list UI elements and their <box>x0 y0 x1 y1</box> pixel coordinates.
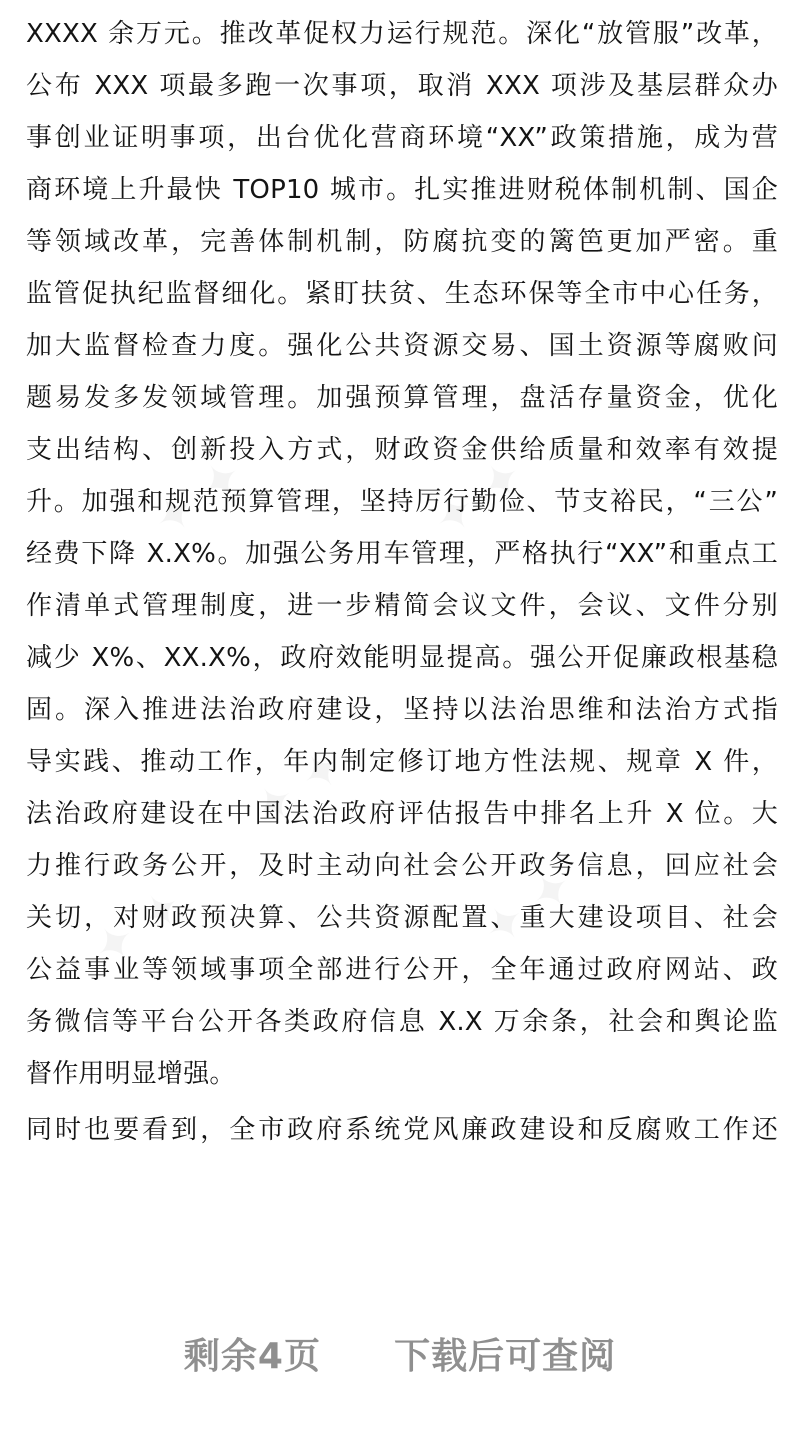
text-line: 导实践、推动工作，年内制定修订地方性法规、规章 X 件， <box>26 747 778 777</box>
text-line: 减少 X%、XX.X%，政府效能明显提高。强公开促廉政根基稳 <box>26 643 778 673</box>
text-line: 作清单式管理制度，进一步精简会议文件，会议、文件分别 <box>26 591 778 621</box>
text-line: 经费下降 X.X%。加强公务用车管理，严格执行“XX”和重点工 <box>26 539 778 569</box>
text-line: 关切，对财政预决算、公共资源配置、重大建设项目、社会 <box>26 903 778 933</box>
text-line: 公益事业等领域事项全部进行公开，全年通过政府网站、政 <box>26 955 778 985</box>
text-line: 公布 XXX 项最多跑一次事项，取消 XXX 项涉及基层群众办 <box>26 71 778 101</box>
watermark: ✦ ✦ <box>472 857 585 959</box>
text-line: 监管促执纪监督细化。紧盯扶贫、生态环保等全市中心任务， <box>26 279 778 309</box>
text-line: 支出结构、创新投入方式，财政资金供给质量和效率有效提 <box>26 435 778 465</box>
text-line: XXXX 余万元。推改革促权力运行规范。深化“放管服”改革， <box>26 19 778 49</box>
watermark: ✦ ✦ <box>422 447 535 549</box>
paragraph-start-line: 同时也要看到，全市政府系统党风廉政建设和反腐败工作还 <box>26 1115 778 1145</box>
text-line: 等领域改革，完善体制机制，防腐抗变的篱笆更加严密。重 <box>26 227 778 257</box>
text-line: 力推行政务公开，及时主动向社会公开政务信息，回应社会 <box>26 851 778 881</box>
download-hint-label: 下载后可查阅 <box>394 1336 617 1377</box>
text-line: 事创业证明事项，出台优化营商环境“XX”政策措施，成为营 <box>26 123 778 153</box>
text-line: 固。深入推进法治政府建设，坚持以法治思维和法治方式指 <box>26 695 778 725</box>
text-line: 题易发多发领域管理。加强预算管理，盘活存量资金，优化 <box>26 383 778 413</box>
text-line: 法治政府建设在中国法治政府评估报告中排名上升 X 位。大 <box>26 799 778 829</box>
watermark: ✦ ✦ <box>82 877 195 979</box>
text-line: 督作用明显增强。 <box>26 1059 236 1089</box>
watermark: ✦ ✦ <box>142 447 255 549</box>
text-line: 商环境上升最快 TOP10 城市。扎实推进财税体制机制、国企 <box>26 175 778 205</box>
download-banner[interactable] <box>0 1322 800 1392</box>
text-line: 升。加强和规范预算管理，坚持厉行勤俭、节支裕民，“三公” <box>26 487 778 517</box>
text-line: 加大监督检查力度。强化公共资源交易、国土资源等腐败问 <box>26 331 778 361</box>
body-text <box>26 8 778 1156</box>
remaining-pages-label: 剩余4页 <box>183 1336 321 1377</box>
watermark: ✦ ✦ <box>242 737 355 839</box>
text-line: 务微信等平台公开各类政府信息 X.X 万余条，社会和舆论监 <box>26 1007 778 1037</box>
